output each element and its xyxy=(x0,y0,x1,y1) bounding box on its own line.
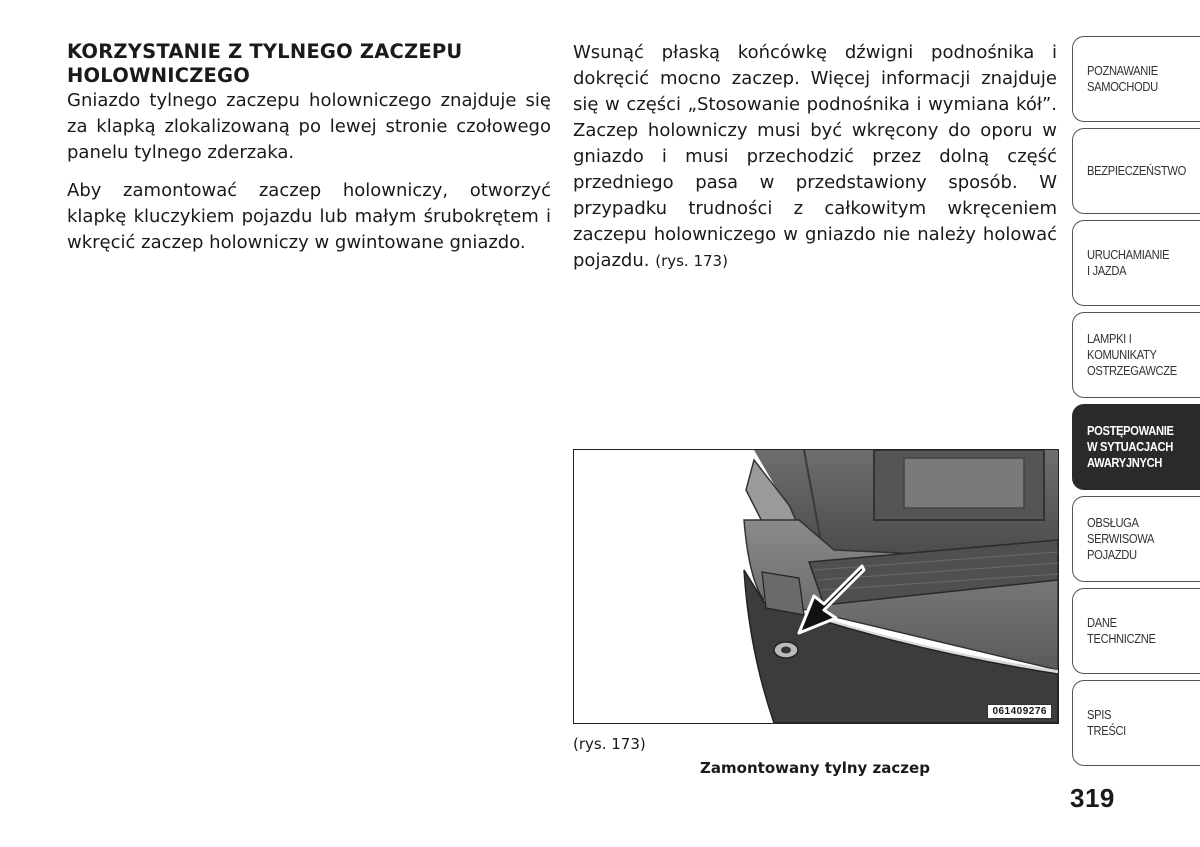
tab-label: POZNAWANIE SAMOCHODU xyxy=(1087,63,1158,94)
paragraph-2: Aby zamontować zaczep holowniczy, otworzyć klapkę kluczykiem pojazdu lub małym śrubokrętem i wkręcić zaczep holowniczy w gwintowane gniazdo. xyxy=(67,180,551,253)
right-column xyxy=(573,40,1057,286)
tab-label: POSTĘPOWANIE W SYTUACJACH AWARYJNYCH xyxy=(1087,423,1174,470)
tab-poznawanie-samochodu[interactable] xyxy=(1072,36,1200,122)
tab-lampki-i-komunikaty[interactable] xyxy=(1072,312,1200,398)
tab-postepowanie-awaryjne[interactable] xyxy=(1072,404,1200,490)
figure-reference: (rys. 173) xyxy=(655,252,728,270)
figure-image xyxy=(573,449,1059,724)
paragraph-1: Gniazdo tylnego zaczepu holowniczego znajduje się za klapką zlokalizowaną po lewej stronie czołowego panelu tylnego zderzaka. xyxy=(67,90,551,163)
tab-spis-tresci[interactable] xyxy=(1072,680,1200,766)
tow-hook-illustration xyxy=(574,450,1058,723)
tab-bezpieczenstwo[interactable] xyxy=(1072,128,1200,214)
section-heading: KORZYSTANIE Z TYLNEGO ZACZEPU HOLOWNICZEGO xyxy=(67,40,463,87)
tab-label: URUCHAMIANIE I JAZDA xyxy=(1087,247,1170,278)
tab-uruchamianie-i-jazda[interactable] xyxy=(1072,220,1200,306)
figure-caption-title: Zamontowany tylny zaczep xyxy=(700,759,930,777)
paragraph-3-text: Wsunąć płaską końcówkę dźwigni podnośnika i dokręcić mocno zaczep. Więcej informacji znajduje się w części „Stosowanie podnośnika i wymiana kół”. Zaczep holowniczy musi być wkręcony do oporu w gniazdo i musi przechodzić przez dolną część przedniego pasa w przedstawiony sposób. W przypadku trudności z całkowitym wkręceniem zaczepu holowniczego w gniazdo nie należy holować pojazdu. xyxy=(573,42,1057,271)
figure-code: 061409276 xyxy=(987,704,1052,719)
tab-label: OBSŁUGA SERWISOWA POJAZDU xyxy=(1087,515,1155,562)
tab-label: DANE TECHNICZNE xyxy=(1087,615,1156,646)
tab-obsluga-serwisowa[interactable] xyxy=(1072,496,1200,582)
figure-caption-reference: (rys. 173) xyxy=(573,735,646,753)
paragraph-3 xyxy=(573,40,1057,274)
page-number: 319 xyxy=(1070,783,1115,813)
chapter-tabs xyxy=(1072,36,1200,772)
tab-label: LAMPKI I KOMUNIKATY OSTRZEGAWCZE xyxy=(1087,331,1177,378)
tab-dane-techniczne[interactable] xyxy=(1072,588,1200,674)
left-column xyxy=(67,40,551,268)
tab-label: BEZPIECZEŃSTWO xyxy=(1087,163,1186,178)
tab-label: SPIS TREŚCI xyxy=(1087,707,1126,738)
